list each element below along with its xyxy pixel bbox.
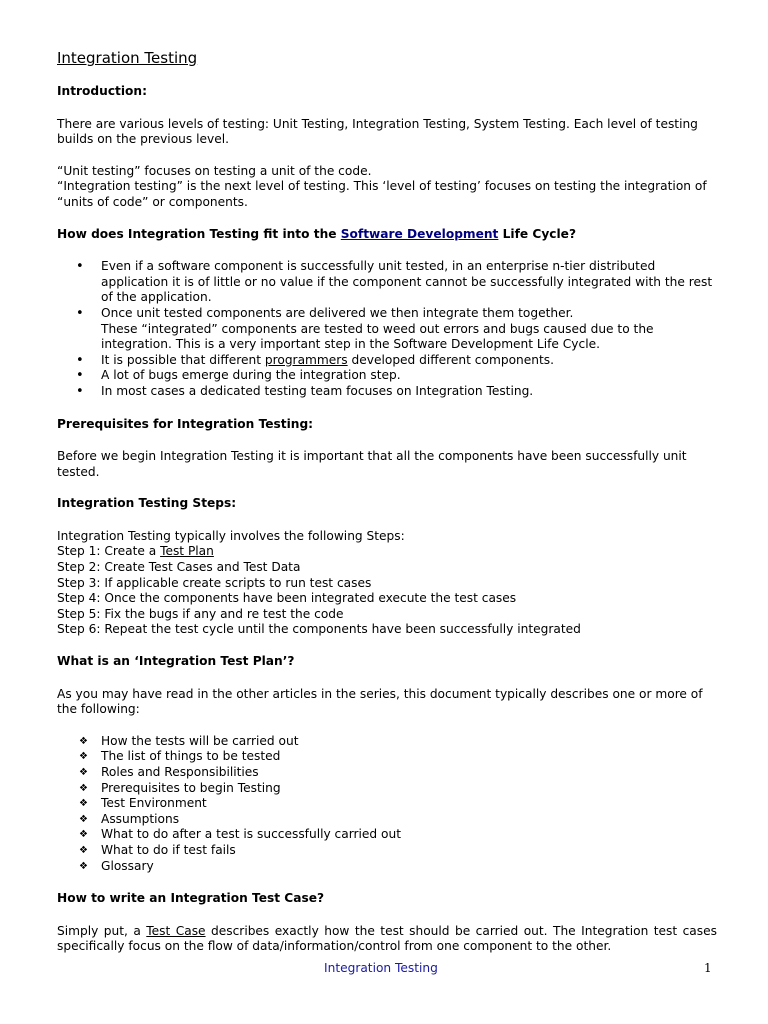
step-4: Step 4: Once the components have been integrated execute the test cases [57,591,517,606]
unit-integration-paragraph [57,164,717,211]
step-5: Step 5: Fix the bugs if any and re test the code [57,606,344,621]
list-item-line: Once unit tested components are delivered we then integrate them together. [101,305,574,320]
list-item-text-after: developed different components. [347,352,554,367]
test-case-text-after: describes exactly how the test should be carried out. The Integration test cases specifically focus on the flow of data/information/control from one component to the other. [57,923,717,954]
footer-title: Integration Testing [324,961,438,975]
sdlc-fit-heading-after: Life Cycle? [498,226,577,241]
list-item: • A lot of bugs emerge during the integration step. [101,368,717,384]
page-number: 1 [704,961,712,975]
step-6: Step 6: Repeat the test cycle until the components have been successfully integrated [57,622,581,637]
step-3: Step 3: If applicable create scripts to run test cases [57,575,372,590]
list-item: ❖ Glossary [101,859,717,875]
list-item: ❖ The list of things to be tested [101,749,717,765]
test-plan-paragraph: As you may have read in the other articles in the series, this document typically describes one or more of the following: [57,686,703,717]
sdlc-fit-list [57,259,717,399]
introduction-paragraph: There are various levels of testing: Unit Testing, Integration Testing, System Testing. Each level of testing builds on the previous level. [57,116,698,147]
integration-testing-line: “Integration testing” is the next level of testing. This ‘level of testing’ focuses on testing the integration of “units of code” or components. [57,179,707,209]
test-plan-heading: What is an ‘Integration Test Plan’? [57,654,295,669]
list-item: ❖ What to do if test fails [101,843,717,859]
document-title: Integration Testing [57,49,198,67]
step-1 [57,544,214,558]
test-plan-link[interactable]: Test Plan [160,544,214,559]
test-case-text-before: Simply put, a [57,923,147,938]
list-item-line: These “integrated” components are tested to weed out errors and bugs caused due to the integration. This is a very important step in the Software Development Life Cycle. [101,321,654,352]
list-item: ❖ How the tests will be carried out [101,734,717,750]
test-case-heading: How to write an Integration Test Case? [57,891,325,906]
list-item: • In most cases a dedicated testing team focuses on Integration Testing. [101,384,717,400]
steps-intro: Integration Testing typically involves the following Steps: [57,528,405,543]
sdlc-fit-heading [57,227,717,243]
unit-testing-line: “Unit testing” focuses on testing a unit of the code. [57,163,372,178]
list-item [101,306,717,353]
list-item-text-before: It is possible that different [101,352,265,367]
list-item: ❖ Assumptions [101,812,717,828]
list-item: ❖ Prerequisites to begin Testing [101,781,717,797]
list-item: ❖ What to do after a test is successfully carried out [101,827,717,843]
sdlc-fit-heading-before: How does Integration Testing fit into the [57,226,341,241]
list-item: ❖ Roles and Responsibilities [101,765,717,781]
page-footer [0,961,768,979]
steps-heading: Integration Testing Steps: [57,496,237,511]
programmers-link[interactable]: programmers [264,352,348,367]
test-case-link[interactable]: Test Case [146,923,206,938]
steps-block [57,529,717,638]
step-2: Step 2: Create Test Cases and Test Data [57,560,301,575]
document-body [57,48,717,955]
step-1-text: Step 1: Create a [57,544,161,559]
test-plan-list [57,734,717,874]
prerequisites-heading: Prerequisites for Integration Testing: [57,416,314,431]
prerequisites-paragraph: Before we begin Integration Testing it is important that all the components have been successfully unit tested. [57,449,687,479]
test-case-paragraph [57,924,717,955]
introduction-heading: Introduction: [57,84,147,98]
software-development-link[interactable]: Software Development [340,226,499,241]
list-item: • Even if a software component is successfully unit tested, in an enterprise n-tier distributed application it is of little or no value if the component cannot be successfully integrated with the rest of the application. [101,259,717,306]
list-item [101,353,717,369]
list-item: ❖ Test Environment [101,796,717,812]
